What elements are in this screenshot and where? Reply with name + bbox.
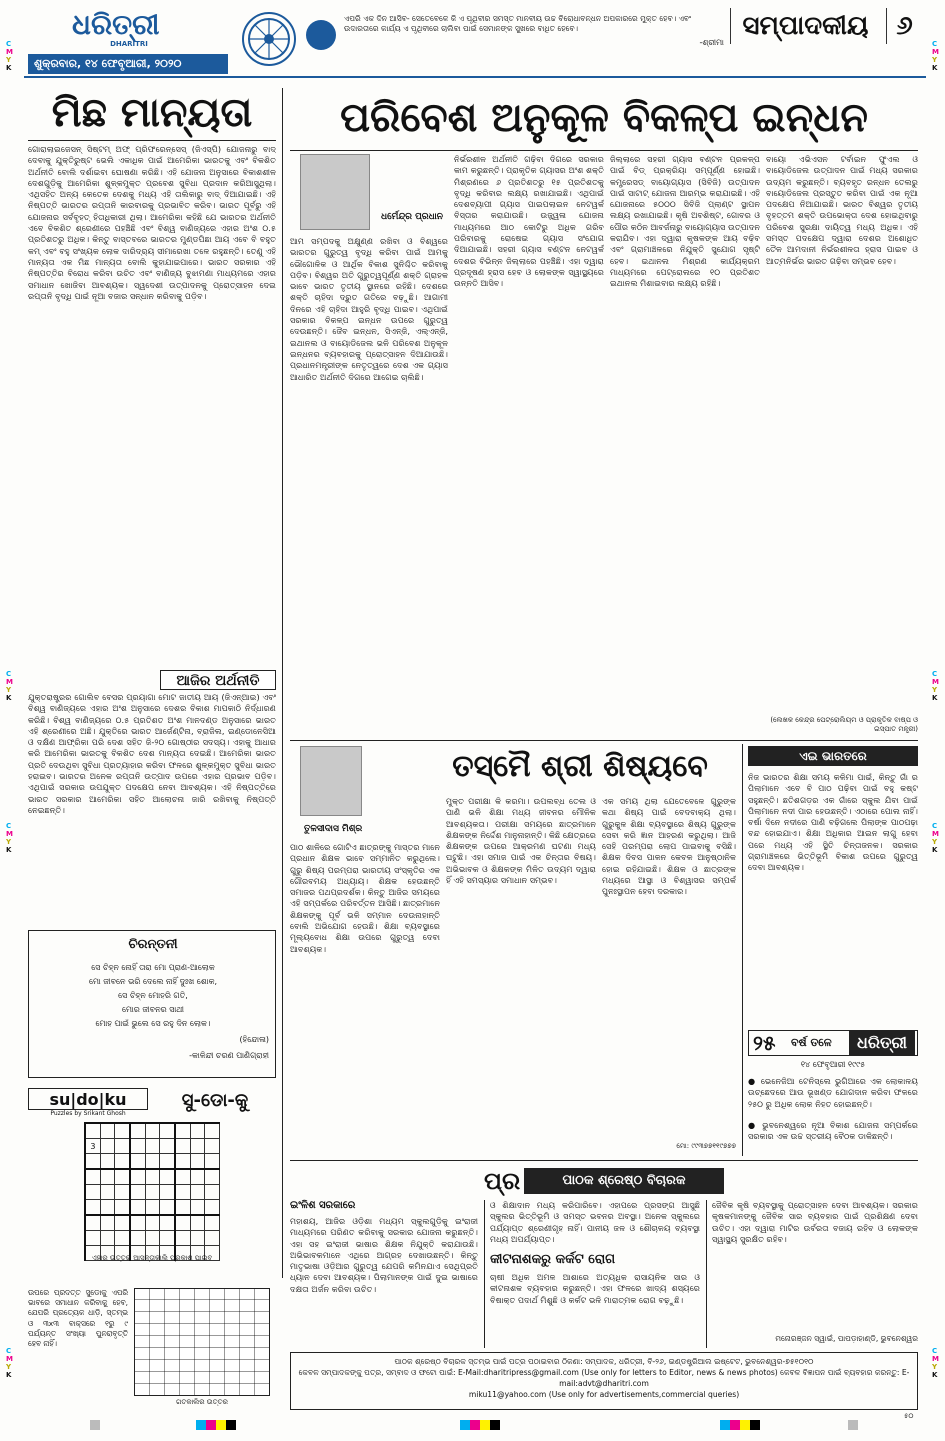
sudoku-cell bbox=[145, 1139, 160, 1154]
sudoku-row bbox=[85, 1200, 220, 1216]
letters-footer-line-2: କେବଳ ସମ୍ପାଦକଙ୍କୁ ପତ୍ର, ସମ୍ବାଦ ଓ ଫଟୋ ପାଇଁ: E-Mail:dharitripress@gmail.com (Use only for letters to Editor, news & news photos) କେବଳ ବିଜ୍ଞାପନ ପାଇଁ ବ୍ୟବହାର କରନ୍ତୁ: E-mail:advt@dharitri.com bbox=[298, 1368, 910, 1388]
sudoku-cell bbox=[175, 1139, 190, 1154]
sudoku-cell bbox=[115, 1169, 130, 1185]
sudoku-cell bbox=[145, 1231, 160, 1246]
page-bottom-number: ୫୦ bbox=[904, 1412, 914, 1420]
masthead-date: ଶୁକ୍ରବାର, ୧୪ ଫେବୃଆରୀ, ୨୦୨୦ bbox=[28, 54, 228, 74]
years-ago-date: ୧୪ ଫେବୃଆରୀ ୧୯୯୫ bbox=[800, 1060, 866, 1069]
sudoku-cell bbox=[130, 1215, 145, 1231]
wheel-icon bbox=[242, 12, 296, 66]
sudoku-cell bbox=[175, 1123, 190, 1139]
chirantani-line-3: ସେ ଚିହ୍ନ ମୋହରି ଗତି, bbox=[118, 991, 188, 1000]
sudoku-cell bbox=[190, 1169, 205, 1185]
sudoku-cell bbox=[115, 1123, 130, 1139]
sudoku-brand-sub: Puzzles by Srikant Ghosh bbox=[50, 1110, 126, 1117]
sudoku-cell bbox=[115, 1185, 130, 1200]
registration-bar-1 bbox=[90, 1420, 100, 1430]
years-ago-logo: ଧରିତ୍ରୀ bbox=[849, 1031, 915, 1055]
sudoku-row bbox=[85, 1169, 220, 1185]
letter3-body: ଜୈବିକ କୃଷି ବ୍ୟବସ୍ଥାକୁ ପ୍ରୋତ୍ସାହନ ଦେବା ଆବଶ୍ୟକ। ସରକାର କୃଷକମାନଙ୍କୁ ଜୈବିକ ସାର ବ୍ୟବହାର ପାଇଁ ପ୍ରଶିକ୍ଷଣ ଦେବା ଉଚିତ। ଏହା ଦ୍ୱାରା ମାଟିର ଉର୍ବରତା ବଜାୟ ରହିବ ଓ ଲୋକଙ୍କ ସ୍ୱାସ୍ଥ୍ୟ ସୁରକ୍ଷିତ ରହିବ। bbox=[712, 1200, 918, 1244]
sudoku-row bbox=[85, 1123, 220, 1139]
sudoku-cell bbox=[205, 1154, 220, 1170]
article1-col4: ବାୟୋ ଏଭିଏସନ ଟର୍ବାଇନ ଫୁଏଲ ଓ ବାୟୋଡିଜେଲ ଉତ୍ପାଦନ ପାଇଁ ମଧ୍ୟ ସରକାର ଉଦ୍ୟମ କରୁଛନ୍ତି। ବ୍ୟବହୃତ ରନ୍ଧନ ତେଲରୁ ବାୟୋଡିଜେଲ ପ୍ରସ୍ତୁତ କରିବା ପାଇଁ ଏକ ନୂଆ ପଦକ୍ଷେପ ନିଆଯାଇଛି। ଭାରତ ବିଶ୍ୱର ତୃତୀୟ ବୃହତ୍ତମ ଶକ୍ତି ଉପଭୋକ୍ତା ଦେଶ ହୋଇଥିବାରୁ ପରିବେଶ ସୁରକ୍ଷା ଦାୟିତ୍ୱ ମଧ୍ୟ ଅଧିକ। ଏହି ସମସ୍ତ ପଦକ୍ଷେପ ଦ୍ୱାରା ଦେଶର ଅଶୋଧିତ ତୈଳ ଆମଦାନୀ ନିର୍ଭରଶୀଳତା ହ୍ରାସ ପାଇବ ଓ ଆତ୍ମନିର୍ଭର ଭାରତ ଗଢ଼ିବା ସମ୍ଭବ ହେବ। bbox=[766, 154, 918, 266]
article1-col1: ଆମ ସମ୍ପଦକୁ ଅକ୍ଷୁଣ୍ଣ ରଖିବା ଓ ବିଶ୍ୱରେ ଭାରତର ଗୁରୁତ୍ୱ ବୃଦ୍ଧି କରିବା ପାଇଁ ଆମକୁ ଭୌଗୋଳିକ ଓ ଆର୍ଥିକ ବିକାଶ ସୁନିଶ୍ଚିତ କରିବାକୁ ପଡ଼ିବ। ବିଶ୍ୱର ଅତି ଗୁରୁତ୍ୱପୂର୍ଣ୍ଣ ଶକ୍ତି ଗ୍ରାହକ ଭାବେ ଭାରତ ତୃତୀୟ ସ୍ଥାନରେ ରହିଛି। ଦେଶରେ ଶକ୍ତି ଚାହିଦା ଦ୍ରୁତ ଗତିରେ ବଢ଼ୁଛି। ଆଗାମୀ ଦିନରେ ଏହି ଚାହିଦା ଆହୁରି ବୃଦ୍ଧି ପାଇବ। ଏଥିପାଇଁ ସରକାର ବିକଳ୍ପ ଇନ୍ଧନ ଉପରେ ଗୁରୁତ୍ୱ ଦେଉଛନ୍ତି। ଜୈବ ଇନ୍ଧନ, ସିଏନ୍‌ଜି, ଏଲ୍‌ଏନ୍‌ଜି, ଇଥାନଲ ଓ ବାୟୋଡିଜେଲ ଭଳି ପରିବେଶ ଅନୁକୂଳ ଇନ୍ଧନର ବ୍ୟବହାରକୁ ପ୍ରୋତ୍ସାହନ ଦିଆଯାଉଛି। ପ୍ରଧାନମନ୍ତ୍ରୀଙ୍କ ନେତୃତ୍ୱରେ ଦେଶ ଏକ ଗ୍ୟାସ ଆଧାରିତ ଅର୍ଥନୀତି ଦିଗରେ ଆଗେଇ ଚାଲିଛି। bbox=[290, 236, 448, 382]
sudoku-cell bbox=[190, 1139, 205, 1154]
sudoku-cell bbox=[175, 1215, 190, 1231]
sudoku-cell bbox=[160, 1200, 175, 1216]
sudoku-yesterday-grid bbox=[134, 1288, 270, 1396]
sudoku-cell bbox=[85, 1215, 100, 1231]
sudoku-row bbox=[85, 1231, 220, 1246]
sudoku-cell: 3 bbox=[85, 1139, 100, 1154]
sudoku-cell bbox=[85, 1200, 100, 1216]
sudoku-cell bbox=[130, 1231, 145, 1246]
letter3-sign: ମନୋରଞ୍ଜନ ସ୍ୱାଇଁ, ପାପଡ଼ାହାଣ୍ଡି, ଭୁବନେଶ୍ୱର bbox=[775, 1334, 918, 1343]
chirantani-author: -କାଳିନ୍ଦୀ ଚରଣ ପାଣିଗ୍ରାହୀ bbox=[189, 1051, 269, 1060]
chirantani-line-1: ସେ ଚିହ୍ନ ନୋହିଁ ତାରା ମୋ ପ୍ରାଣ-ଆଲୋକ bbox=[91, 963, 215, 972]
sudoku-cell bbox=[130, 1185, 145, 1200]
sudoku-cell bbox=[190, 1185, 205, 1200]
letters-footer bbox=[290, 1352, 918, 1410]
section-title: ସମ୍ପାଦକୀୟ bbox=[730, 8, 880, 44]
sudoku-cell bbox=[85, 1154, 100, 1170]
article1-headline-rule bbox=[290, 150, 918, 151]
sudoku-cell bbox=[115, 1154, 130, 1170]
sudoku-cell bbox=[115, 1200, 130, 1216]
sudoku-cell bbox=[130, 1154, 145, 1170]
sudoku-cell bbox=[115, 1231, 130, 1246]
sudoku-row bbox=[85, 1185, 220, 1200]
cmyk-mark-top: C M Y K bbox=[6, 40, 13, 72]
sudoku-cell bbox=[85, 1169, 100, 1185]
article2-author: ତୁଳସୀଦାସ ମିଶ୍ର bbox=[304, 824, 363, 834]
cmyk-mark-right-mid2: C M Y K bbox=[932, 822, 939, 854]
masthead-quote-author: -ଶ୍ରୀମା bbox=[699, 38, 724, 47]
sudoku-answer-caption: ଏହାର ଉତ୍ତର ଆସନ୍ତାକାଲି ପ୍ରକାଶ ପାଇବ bbox=[91, 1254, 213, 1262]
article2-author-photo bbox=[300, 746, 362, 816]
sudoku-cell bbox=[145, 1200, 160, 1216]
sudoku-cell bbox=[130, 1123, 145, 1139]
editorial-title: ମିଛ ମାନ୍ୟତା bbox=[51, 90, 253, 136]
sudoku-cell bbox=[160, 1154, 175, 1170]
article2-col1: ପାଠ ଶାଳିରେ ଗୋଟିଏ ଛାତ୍ରଙ୍କୁ ମାସ୍ତର ମାନେ ପ୍ରଧାନ ଶିକ୍ଷକ ଭାବେ ସମ୍ମାନିତ କରୁଥିଲେ। ଗୁରୁ ଶିଷ୍ୟ ପରମ୍ପରା ଭାରତୀୟ ସଂସ୍କୃତିର ଏକ ଗୌରବମୟ ଅଧ୍ୟାୟ। ଶିକ୍ଷକ ହେଉଛନ୍ତି ସମାଜର ପଥପ୍ରଦର୍ଶକ। କିନ୍ତୁ ଆଜିର ସମୟରେ ଏହି ସମ୍ପର୍କରେ ପରିବର୍ତ୍ତନ ଆସିଛି। ଛାତ୍ରମାନେ ଶିକ୍ଷକଙ୍କୁ ପୂର୍ବ ଭଳି ସମ୍ମାନ ଦେଉନାହାନ୍ତି ବୋଲି ଅଭିଯୋଗ ହେଉଛି। ଶିକ୍ଷା ବ୍ୟବସ୍ଥାରେ ମୂଲ୍ୟବୋଧ ଶିକ୍ଷା ଉପରେ ଗୁରୁତ୍ୱ ଦେବା ଆବଶ୍ୟକ। bbox=[290, 842, 440, 954]
sudoku-cell bbox=[175, 1185, 190, 1200]
sudoku-cell bbox=[130, 1200, 145, 1216]
letters-banner: ପାଠକ ଶ୍ରେଷ୍ଠ ବିଚାରକ bbox=[524, 1168, 724, 1194]
letter1-body: ମହାଶୟ, ଆଜିର ଓଡ଼ିଶା ମଧ୍ୟମ ସ୍କୁଲଗୁଡ଼ିକୁ ଇଂରାଜୀ ମାଧ୍ୟମରେ ପରିଣତ କରିବାକୁ ସରକାର ଯୋଜନା କରୁଛନ୍ତି। ଏହା ସହ ଇଂରାଜୀ ଭାଷାର ଶିକ୍ଷକ ନିଯୁକ୍ତି କରାଯାଉଛି। ଅଭିଭାବକମାନେ ଏଥିରେ ଆଗ୍ରହ ଦେଖାଉଛନ୍ତି। କିନ୍ତୁ ମାତୃଭାଷା ଓଡ଼ିଆର ଗୁରୁତ୍ୱ ଯେପରି କମିନଯାଏ ସେଥିପ୍ରତି ଧ୍ୟାନ ଦେବା ଆବଶ୍ୟକ। ପିଲାମାନଙ୍କ ପାଇଁ ଦୁଇ ଭାଷାରେ ଦକ୍ଷତା ଅର୍ଜନ କରିବା ଉଚିତ। bbox=[290, 1216, 478, 1294]
ei-bharatare-title: ଏଇ ଭାରତରେ bbox=[748, 746, 918, 766]
sudoku-cell bbox=[100, 1200, 115, 1216]
sudoku-cell bbox=[100, 1169, 115, 1185]
sudoku-cell bbox=[190, 1215, 205, 1231]
sudoku-cell bbox=[145, 1215, 160, 1231]
sudoku-row bbox=[85, 1139, 220, 1154]
letter2-title: କୀଟନାଶକରୁ କର୍କଟ ରୋଗ bbox=[490, 1252, 616, 1267]
masthead-logo-sub: DHARITRI bbox=[110, 40, 148, 48]
sudoku-cell bbox=[160, 1123, 175, 1139]
sudoku-cell bbox=[145, 1185, 160, 1200]
years-ago-text: ବର୍ଷ ତଳେ bbox=[791, 1036, 832, 1049]
chirantani-line-5: ମୋହ ପାଇଁ ଭୁଲେ ସେ ରହୁ ଦିନ ଲୋକ। bbox=[95, 1019, 211, 1028]
article2-byline-footer: ମୋ: ୯୯୩୭୭୧୧୯୭୭୭ bbox=[676, 1142, 736, 1150]
sudoku-yesterday-caption: ଗତକାଲିର ଉତ୍ତର bbox=[176, 1398, 228, 1406]
article2-right-rule bbox=[742, 744, 743, 1156]
registration-bar-4 bbox=[720, 1420, 760, 1430]
article1-col2: ନିର୍ଭରଶୀଳ ଅର୍ଥନୀତି ଗଢ଼ିବା ଦିଗରେ ସରକାର କାମ କରୁଛନ୍ତି। ପ୍ରାକୃତିକ ଗ୍ୟାସର ଅଂଶ ଶକ୍ତି ମିଶ୍ରଣରେ ୬ ପ୍ରତିଶତରୁ ୧୫ ପ୍ରତିଶତକୁ ବୃଦ୍ଧି କରିବାର ଲକ୍ଷ୍ୟ ରଖାଯାଇଛି। ଏଥିପାଇଁ ଦେଶବ୍ୟାପୀ ଗ୍ୟାସ ପାଇପଲାଇନ ନେଟୱର୍କ ବିସ୍ତାର କରାଯାଉଛି। ଉଜ୍ଜ୍ୱଳା ଯୋଜନା ମାଧ୍ୟମରେ ଆଠ କୋଟିରୁ ଅଧିକ ଗରିବ ପରିବାରକୁ ରୋଷେଇ ଗ୍ୟାସ ସଂଯୋଗ ଦିଆଯାଇଛି। ସହରୀ ଗ୍ୟାସ ବଣ୍ଟନ ନେଟୱର୍କ ଦେଶର ବିଭିନ୍ନ ଜିଲ୍ଲାରେ ପହଞ୍ଚିଛି। ଏହା ଦ୍ୱାରା ପ୍ରଦୂଷଣ ହ୍ରାସ ହେବ ଓ ଲୋକଙ୍କ ସ୍ୱାସ୍ଥ୍ୟରେ ଉନ୍ନତି ଆସିବ। bbox=[454, 154, 604, 289]
sudoku-cell bbox=[205, 1200, 220, 1216]
letters-rule-2 bbox=[706, 1200, 707, 1348]
sudoku-section bbox=[28, 1088, 276, 1278]
letter2-body-a: ଓ ଶିକ୍ଷାଦାନ ମଧ୍ୟ କରିପାରିବେ। ଏହାପରେ ପ୍ରସଙ୍ଗ ଆସୁଛି ସ୍କୁଲର ଭିତ୍ତିଭୂମି ଓ ସମସ୍ତ ଭବନର ଅବସ୍ଥା। ଅନେକ ସ୍କୁଲରେ ପର୍ଯ୍ୟାପ୍ତ ଶ୍ରେଣୀଗୃହ ନାହିଁ। ପାନୀୟ ଜଳ ଓ ଶୌଚାଳୟ ବ୍ୟବସ୍ଥା ମଧ୍ୟ ଅପର୍ଯ୍ୟାପ୍ତ। bbox=[490, 1200, 700, 1244]
cmyk-mark-right-bottom: C M Y K bbox=[932, 1347, 939, 1379]
sudoku-cell bbox=[85, 1185, 100, 1200]
sudoku-cell bbox=[145, 1169, 160, 1185]
years-ago-item-1: ● ଭେନେଜିଆ ଟେନିସ୍‌ଲେ ଭୁଗିଆରେ ଏକ ଲୋକାଳୟ ଉଚ୍ଛେଦରେ ଆଉ ଭୂଖଣ୍ଡ ଯୋଗଦାନ କରିବା ଫଳରେ ୨୫୦ ରୁ ଅଧିକ ଲୋକ ନିହତ ହୋଇଛନ୍ତି। bbox=[748, 1076, 918, 1109]
sudoku-cell bbox=[100, 1185, 115, 1200]
sudoku-cell bbox=[130, 1169, 145, 1185]
sudoku-cell bbox=[190, 1231, 205, 1246]
masthead bbox=[24, 8, 926, 82]
masthead-logo: ଧରିତ୍ରୀ bbox=[72, 8, 160, 41]
cmyk-mark-mid1: C M Y K bbox=[6, 670, 13, 702]
article1-headline: ପରିବେଶ ଅନୁକୂଳ ବିକଳ୍ପ ଇନ୍ଧନ bbox=[340, 95, 868, 141]
editorial-body: ଗୋରାଲାଇଜେସନ୍ ସିଷ୍ଟମ୍ ଅଫ୍ ପ୍ରିଫରେନ୍ସେସ୍ (ଜିଏସ୍‌ପି) ଯୋଜନାରୁ ବାଦ୍ ଦେବାକୁ ଯୁକ୍ତିରୁଷ୍ଟ ଭେଲି ଏକାଧିକ ପାଇଁ ଆମେରିକା ଭାରତକୁ ଏବଂ ବିକଶିତ ଅର୍ଥନୀତି ବୋଲି ଦର୍ଶାଇବା ଘୋଷଣା କରିଛି। ଏହି ଯୋଜନା ଅନୁସାରେ ବିକାଶଶୀଳ ଦେଶଗୁଡ଼ିକୁ ଆମେରିକା ଶୁଳ୍କମୁକ୍ତ ପ୍ରବେଶ ସୁବିଧା ପ୍ରଦାନ କରିଆସୁଥିଲା। ଏଥିସହିତ ଅନ୍ୟ କେତେକ ଦେଶକୁ ମଧ୍ୟ ଏହି ତାଲିକାରୁ ବାଦ୍ ଦିଆଯାଇଛି। ଏହି ନିଷ୍ପତ୍ତି ଭାରତର ରପ୍ତାନି କାରବାରକୁ ପ୍ରଭାବିତ କରିବ। ଭାରତ ପୂର୍ବରୁ ଏହି ଯୋଜନାର ସର୍ବବୃହତ୍ ହିତାଧିକାରୀ ଥିଲା। ଆମେରିକା କହିଛି ଯେ ଭାରତର ଅର୍ଥନୀତି ଏବେ ବିକଶିତ ଶ୍ରେଣୀରେ ପହଞ୍ଚିଛି ଏବଂ ବିଶ୍ୱ ବାଣିଜ୍ୟରେ ଏହାର ଅଂଶ ୦.୫ ପ୍ରତିଶତରୁ ଅଧିକ। କିନ୍ତୁ ବାସ୍ତବରେ ଭାରତର ମୁଣ୍ଡପିଛା ଆୟ ଏବେ ବି ବହୁତ କମ୍ ଏବଂ ବହୁ ସଂଖ୍ୟକ ଲୋକ ଦାରିଦ୍ର୍ୟ ସୀମାରେଖା ତଳେ ରହୁଛନ୍ତି। ତେଣୁ ଏହି ମାନ୍ୟତା ଏକ ମିଛ ମାନ୍ୟତା ବୋଲି କୁହାଯାଇପାରେ। ଭାରତ ସରକାର ଏହି ନିଷ୍ପତ୍ତିର ବିରୋଧ କରିବା ଉଚିତ ଏବଂ ବାଣିଜ୍ୟ ବୁଝାମଣା ମାଧ୍ୟମରେ ଏହାର ସମାଧାନ ଖୋଜିବା ଆବଶ୍ୟକ। ସ୍ୱଦେଶୀ ଉତ୍ପାଦନକୁ ପ୍ରୋତ୍ସାହନ ଦେଇ ରପ୍ତାନି ବୃଦ୍ଧି ପାଇଁ ନୂଆ ବଜାର ସନ୍ଧାନ କରିବାକୁ ପଡ଼ିବ। bbox=[28, 144, 276, 301]
chirantani-box bbox=[28, 930, 276, 1078]
sudoku-cell bbox=[100, 1215, 115, 1231]
article1-bottom-rule bbox=[290, 740, 918, 741]
sudoku-cell bbox=[160, 1139, 175, 1154]
econ-box-body: ଯୁକ୍ତରାଷ୍ଟ୍ରର ଗୋଲିବ ବେସର ପ୍ରୟାଗା ମୋଟ ଜାତୀୟ ଆୟ (ଜିଏନ୍‌ଆଇ) ଏବଂ ବିଶ୍ୱ ବାଣିଜ୍ୟରେ ଏହାର ଅଂଶ ଅନୁସାରେ ଦେଶର ବିକାଶ ମାପକାଠି ନିର୍ଦ୍ଧାରଣ କରିଛି। ବିଶ୍ୱ ବାଣିଜ୍ୟରେ ୦.୫ ପ୍ରତିଶତ ଅଂଶ ମାନଦଣ୍ଡ ଅନୁସାରେ ଭାରତ ଏହି ଶ୍ରେଣୀରେ ଅଛି। ଯୁକ୍ତିରେ ଭାରତ ଆର୍ଜେଣ୍ଟିନା, ବ୍ରାଜିଲ, ଇଣ୍ଡୋନେସିଆ ଓ ଦକ୍ଷିଣ ଆଫ୍ରିକା ପରି ଦେଶ ସହିତ ଜି-୨୦ ଗୋଷ୍ଠୀର ସଦସ୍ୟ। ଏହାକୁ ଆଧାର କରି ଆମେରିକା ଭାରତକୁ ବିକଶିତ ଦେଶ ମାନ୍ୟତା ଦେଇଛି। ଆମେରିକା ଭାରତ ପ୍ରତି ଦେଉଥିବା ସୁବିଧା ପ୍ରତ୍ୟାହାର କରିବା ଫଳରେ ଶୁଳ୍କମୁକ୍ତ ସୁବିଧା ଭାରତ ହରାଇବ। ଭାରତର ଅନେକ ରପ୍ତାନି ଉତ୍ପାଦ ଉପରେ ଏହାର ପ୍ରଭାବ ପଡ଼ିବ। ଏଥିପାଇଁ ସରକାର ଉପଯୁକ୍ତ ପଦକ୍ଷେପ ନେବା ଆବଶ୍ୟକ। ଏହି ନିଷ୍ପତ୍ତିରେ ଭାରତ ସରକାର ଆମେରିକା ସହିତ ଆଲୋଚନା ଜାରି ରଖିବାକୁ ନିଷ୍ପତ୍ତି ନେଇଛନ୍ତି। bbox=[28, 692, 276, 815]
sudoku-cell bbox=[160, 1215, 175, 1231]
registration-bar-2 bbox=[196, 1420, 236, 1430]
sudoku-cell bbox=[205, 1185, 220, 1200]
sudoku-cell bbox=[100, 1154, 115, 1170]
letters-footer-line-3: miku11@yahoo.com (Use only for advertisements,commercial queries) bbox=[468, 1390, 740, 1399]
sudoku-cell bbox=[145, 1154, 160, 1170]
sudoku-cell bbox=[205, 1169, 220, 1185]
sudoku-row bbox=[85, 1215, 220, 1231]
years-ago-banner bbox=[748, 1030, 918, 1056]
letter1-title: ଇଂଳିଶ ସରକାରେ bbox=[290, 1200, 356, 1211]
page-number: ୬ bbox=[886, 8, 922, 44]
cmyk-mark-right-top: C M Y K bbox=[932, 40, 939, 72]
sudoku-cell bbox=[175, 1231, 190, 1246]
letters-rule-1 bbox=[484, 1200, 485, 1348]
sudoku-cell bbox=[175, 1200, 190, 1216]
sudoku-title: ସୁ-ଡୋ-କୁ bbox=[181, 1090, 249, 1111]
sudoku-cell bbox=[190, 1123, 205, 1139]
sudoku-cell bbox=[205, 1231, 220, 1246]
years-ago-item-2: ● ଭୁବନେଶ୍ୱରେ ନୂଆ ବିକାଶ ଯୋଜନା ସମ୍ପର୍କରେ ସରକାର ଏକ ଉଚ୍ଚ ସ୍ତରୀୟ ବୈଠକ ଡାକିଛନ୍ତି। bbox=[748, 1120, 918, 1142]
sudoku-cell bbox=[85, 1231, 100, 1246]
article1-byline-footer: (ଲେଖକ କେନ୍ଦ୍ର ପେଟ୍ରୋଲିୟମ ଓ ପ୍ରାକୃତିକ ବାଷ୍ପ ଓ ଇସ୍ପାତ ମନ୍ତ୍ରୀ) bbox=[770, 716, 918, 733]
letter2-body-b: ଚାଷୀ ଅଧିକ ଅମଳ ଆଶାରେ ଅତ୍ୟଧିକ ରାସାୟନିକ ସାର ଓ କୀଟନାଶକ ବ୍ୟବହାର କରୁଛନ୍ତି। ଏହା ଫଳରେ ଖାଦ୍ୟ ଶସ୍ୟରେ ବିଷାକ୍ତ ପଦାର୍ଥ ମିଶୁଛି ଓ କର୍କଟ ଭଳି ମାରାତ୍ମକ ରୋଗ ବଢ଼ୁଛି। bbox=[490, 1272, 700, 1305]
sudoku-cell bbox=[160, 1169, 175, 1185]
letters-footer-line-1: ପାଠକ ଶ୍ରେଷ୍ଠ ବିଚାରକ ସ୍ତମ୍ଭ ପାଇଁ ପତ୍ର ପଠାଇବାର ଠିକଣା: ସମ୍ପାଦକ, ଧରିତ୍ରୀ, ବି-୨୬, ଇଣ୍ଡଷ୍ଟ୍ରିଆଲ ଇଷ୍ଟେଟ, ଭୁବନେଶ୍ୱର-୭୫୧୦୧୦ bbox=[394, 1357, 814, 1366]
cmyk-mark-bottom: C M Y K bbox=[6, 1347, 13, 1379]
masthead-quote: ଏପରି ଏକ ଦିନ ଆସିବ- ସେତେବେଳେ କି ଏ ପୃଥିବୀର ସମସ୍ତ ମାନବୀୟ ଉଚ୍ଚ ବିରୋଧାବନ୍ଧନ ଅପକାରରେ ମୁକ୍ତ ହେବ। ଏବଂ ଉଦାରତାରେ କାର୍ଯ୍ୟ ଏ ପୃଥିବୀରେ ଚାଲିବା ପାଇଁ ସେମାନଙ୍କ ସୁଖରେ ବାଧିତ ହେବେ। bbox=[344, 14, 692, 33]
sudoku-cell bbox=[205, 1215, 220, 1231]
article1-author: ଧର୍ମେନ୍ଦ୍ର ପ୍ରଧାନ bbox=[381, 212, 443, 222]
article2-col2: ମୁକ୍ତ ପରୀକ୍ଷା କି କରମା। ଉପଲବ୍ଧ ତେଲ ଓ ପାଣି ଭଳି ଶିକ୍ଷା ମଧ୍ୟ ଜୀବନର ମୌଳିକ ଆବଶ୍ୟକତା। ପରୀକ୍ଷା ସମୟରେ ଛାତ୍ରମାନେ ଶିକ୍ଷକଙ୍କ ନିର୍ଦ୍ଦେଶ ମାନୁନାହାନ୍ତି। କିଛି କ୍ଷେତ୍ରରେ ଶିକ୍ଷକଙ୍କ ଉପରେ ଆକ୍ରମଣ ଘଟଣା ମଧ୍ୟ ଘଟୁଛି। ଏହା ସମାଜ ପାଇଁ ଏକ ଚିନ୍ତାର ବିଷୟ। ଅଭିଭାବକ ଓ ଶିକ୍ଷକଙ୍କ ମିଳିତ ଉଦ୍ୟମ ଦ୍ୱାରା ହିଁ ଏହି ସମସ୍ୟାର ସମାଧାନ ସମ୍ଭବ। bbox=[446, 796, 596, 886]
ei-bharatare-body: ନିଜ ଭାରତର ଶିକ୍ଷା ସମୟ କଳିମା ପାଇଁ, କିନ୍ତୁ ଗାଁ ର ପିଲାମାନେ ଏବେ ବି ପାଠ ପଢ଼ିବା ପାଇଁ ବହୁ କଷ୍ଟ ସହୁଛନ୍ତି। ଛତିଶଗଡ଼ର ଏକ ଗାଁରେ ସ୍କୁଲ ଯିବା ପାଇଁ ପିଲାମାନେ ନଦୀ ପାର ହେଉଛନ୍ତି। ଏଠାରେ ପୋଲ ନାହିଁ। ବର୍ଷା ଦିନେ ନଦୀରେ ପାଣି ବଢ଼ିଗଲେ ପିଲାଙ୍କ ପାଠପଢ଼ା ବନ୍ଦ ହୋଇଯାଏ। ଶିକ୍ଷା ଅଧିକାର ଆଇନ ଲାଗୁ ହେବା ପରେ ମଧ୍ୟ ଏହି ସ୍ଥିତି ଚିନ୍ତାଜନକ। ସରକାର ଗ୍ରାମାଞ୍ଚଳରେ ଭିତ୍ତିଭୂମି ବିକାଶ ଉପରେ ଗୁରୁତ୍ୱ ଦେବା ଆବଶ୍ୟକ। bbox=[748, 772, 918, 873]
sudoku-row bbox=[85, 1154, 220, 1170]
sudoku-cell bbox=[100, 1139, 115, 1154]
sudoku-cell bbox=[190, 1154, 205, 1170]
sudoku-cell bbox=[205, 1123, 220, 1139]
sudoku-cell bbox=[190, 1200, 205, 1216]
sudoku-rules: ଉପରେ ପ୍ରଦତ୍ତ ସୁଡୋକୁ ଏପରି ଭାବରେ ସମାଧାନ କରିବାକୁ ହେବ, ଯେପରି ପ୍ରତ୍ୟେକ ଧାଡ଼ି, ସ୍ତମ୍ଭ ଓ ୩x୩ ବାକ୍ସରେ ୧ରୁ ୯ ପର୍ଯ୍ୟନ୍ତ ସଂଖ୍ୟା ପୁନରାବୃତ୍ତି ହେବ ନାହିଁ। bbox=[28, 1288, 128, 1349]
sudoku-cell bbox=[115, 1215, 130, 1231]
cmyk-mark-right-mid: C M Y K bbox=[932, 670, 939, 702]
letters-logo-icon: ପ୍ର bbox=[484, 1167, 521, 1195]
econ-box-title: ଆଜିର ଅର୍ଥନୀତି bbox=[160, 670, 276, 690]
chirantani-line-2: ମୋ ଜୀବନେ ଭରି ଦେଲେ ନାହିଁ ଦୁଃଖ ଶୋକ, bbox=[88, 977, 218, 986]
sudoku-cell bbox=[205, 1139, 220, 1154]
editorial-title-rule bbox=[28, 140, 276, 141]
left-col-rule bbox=[282, 88, 283, 1278]
letters-top-rule bbox=[290, 1160, 918, 1161]
sudoku-cell bbox=[175, 1169, 190, 1185]
sudoku-cell bbox=[145, 1123, 160, 1139]
chirantani-line-4: ମୋର ଜୀବନର ସାଥୀ bbox=[121, 1005, 185, 1014]
cmyk-mark-mid2: C M Y K bbox=[6, 822, 13, 854]
sudoku-grid bbox=[84, 1122, 220, 1242]
sudoku-cell bbox=[160, 1185, 175, 1200]
registration-bar-5 bbox=[848, 1420, 858, 1430]
sudoku-cell bbox=[100, 1231, 115, 1246]
sudoku-cell bbox=[100, 1123, 115, 1139]
mother-emblem-icon bbox=[306, 20, 336, 50]
article1-author-photo bbox=[300, 154, 370, 230]
sudoku-cell bbox=[160, 1231, 175, 1246]
years-ago-num: ୨୫ bbox=[753, 1031, 776, 1055]
sudoku-cell bbox=[85, 1123, 100, 1139]
sudoku-cell bbox=[175, 1154, 190, 1170]
registration-bar-3 bbox=[460, 1420, 500, 1430]
sudoku-cell bbox=[115, 1139, 130, 1154]
article2-col3: ଏକ ସମୟ ଥିଲା ଯେତେବେଳେ ଗୁରୁଙ୍କ କଥା ଶିଷ୍ୟ ପାଇଁ ବେଦବାକ୍ୟ ଥିଲା। ଗୁରୁକୁଳ ଶିକ୍ଷା ବ୍ୟବସ୍ଥାରେ ଶିଷ୍ୟ ଗୁରୁଙ୍କ ସେବା କରି ଜ୍ଞାନ ଆହରଣ କରୁଥିଲା। ଆଜି ସେହି ପରମ୍ପରା ଲୋପ ପାଇବାକୁ ବସିଛି। ଶିକ୍ଷକ ଦିବସ ପାଳନ କେବଳ ଆନୁଷ୍ଠାନିକ ହୋଇ ରହିଯାଇଛି। ଶିକ୍ଷକ ଓ ଛାତ୍ରଙ୍କ ମଧ୍ୟରେ ଆସ୍ଥା ଓ ବିଶ୍ୱାସର ସମ୍ପର୍କ ପୁନଃସ୍ଥାପନ ହେବା ଦରକାର। bbox=[602, 796, 736, 897]
article2-headline: ତସ୍ମୈ ଶ୍ରୀ ଶିଷ୍ୟବେ bbox=[452, 749, 708, 784]
chirantani-title: ଚିରନ୍ତନୀ bbox=[128, 937, 178, 952]
sudoku-cell bbox=[130, 1139, 145, 1154]
chirantani-source: (ହିନ୍ଦୋଳା) bbox=[239, 1035, 269, 1044]
masthead-rule bbox=[24, 76, 926, 78]
sudoku-brand: su|do|ku bbox=[28, 1088, 148, 1110]
article1-col3: ଜିଲ୍ଲାରେ ସହରୀ ଗ୍ୟାସ ବଣ୍ଟନ ପ୍ରକଳ୍ପ ପାଇଁ ବିଡ୍ ପ୍ରକ୍ରିୟା ସମ୍ପୂର୍ଣ୍ଣ ହୋଇଛି। କମ୍ପ୍ରେସଡ୍ ବାୟୋଗ୍ୟାସ (ସିବିଜି) ଉତ୍ପାଦନ ପାଇଁ ସାଟାଟ୍ ଯୋଜନା ଆରମ୍ଭ କରାଯାଇଛି। ଏହି ଯୋଜନାରେ ୫୦୦୦ ସିବିଜି ପ୍ଲାଣ୍ଟ ସ୍ଥାପନ ଲକ୍ଷ୍ୟ ରଖାଯାଇଛି। କୃଷି ଅବଶିଷ୍ଟ, ଗୋବର ଓ ପୌର କଠିନ ଆବର୍ଜନାରୁ ବାୟୋଗ୍ୟାସ ଉତ୍ପାଦନ କରାଯିବ। ଏହା ଦ୍ୱାରା କୃଷକଙ୍କ ଆୟ ବଢ଼ିବ ଏବଂ ଗ୍ରାମାଞ୍ଚଳରେ ନିଯୁକ୍ତି ସୁଯୋଗ ସୃଷ୍ଟି ହେବ। ଇଥାନଲ ମିଶ୍ରଣ କାର୍ଯ୍ୟକ୍ରମ ମାଧ୍ୟମରେ ପେଟ୍ରୋଲରେ ୧୦ ପ୍ରତିଶତ ଇଥାନଲ ମିଶାଇବାର ଲକ୍ଷ୍ୟ ରହିଛି। bbox=[610, 154, 760, 289]
